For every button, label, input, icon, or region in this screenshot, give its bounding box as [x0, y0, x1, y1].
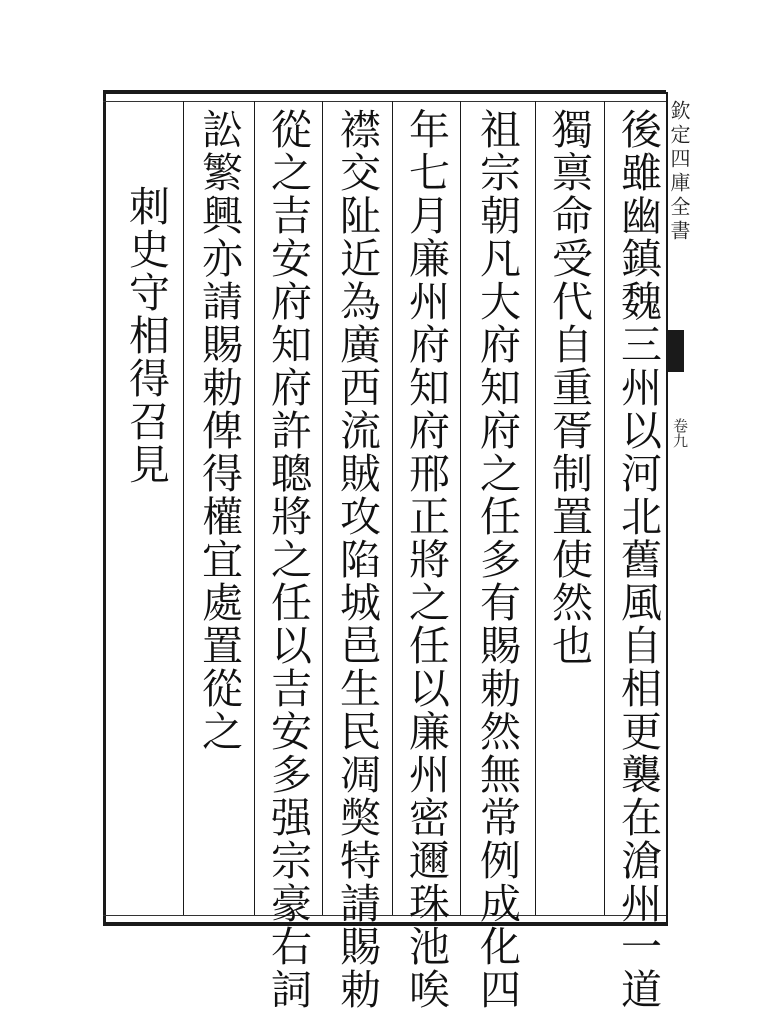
- column-divider: [535, 101, 536, 915]
- text-column-3: 祖宗朝凡大府知府之任多有賜勅然無常例成化四: [473, 108, 521, 1011]
- column-divider: [392, 101, 393, 915]
- column-divider: [254, 101, 255, 915]
- text-column-8: 刺史守相得召見: [122, 185, 170, 486]
- top-rule: [103, 101, 666, 102]
- text-column-7: 訟繁興亦請賜勅俾得權宜處置從之: [195, 108, 243, 753]
- column-divider: [460, 101, 461, 915]
- text-column-1: 後雖幽鎮魏三州以河北舊風自相更襲在滄州一道: [614, 108, 662, 1011]
- column-divider: [322, 101, 323, 915]
- volume-label: 卷九: [671, 418, 689, 448]
- fishtail-mark: [668, 330, 684, 372]
- text-column-5: 襟交阯近為廣西流賊攻陷城邑生民凋獘特請賜勅: [333, 108, 381, 1011]
- column-divider: [183, 101, 184, 915]
- text-column-2: 獨禀命受代自重胥制置使然也: [545, 108, 593, 667]
- column-divider: [604, 101, 605, 915]
- text-column-6: 從之吉安府知府許聰將之任以吉安多强宗豪右詞: [264, 108, 312, 1011]
- text-column-4: 年七月廉州府知府邢正將之任以廉州密邇珠池唉: [402, 108, 450, 1011]
- book-title: 欽定四庫全書: [667, 100, 691, 244]
